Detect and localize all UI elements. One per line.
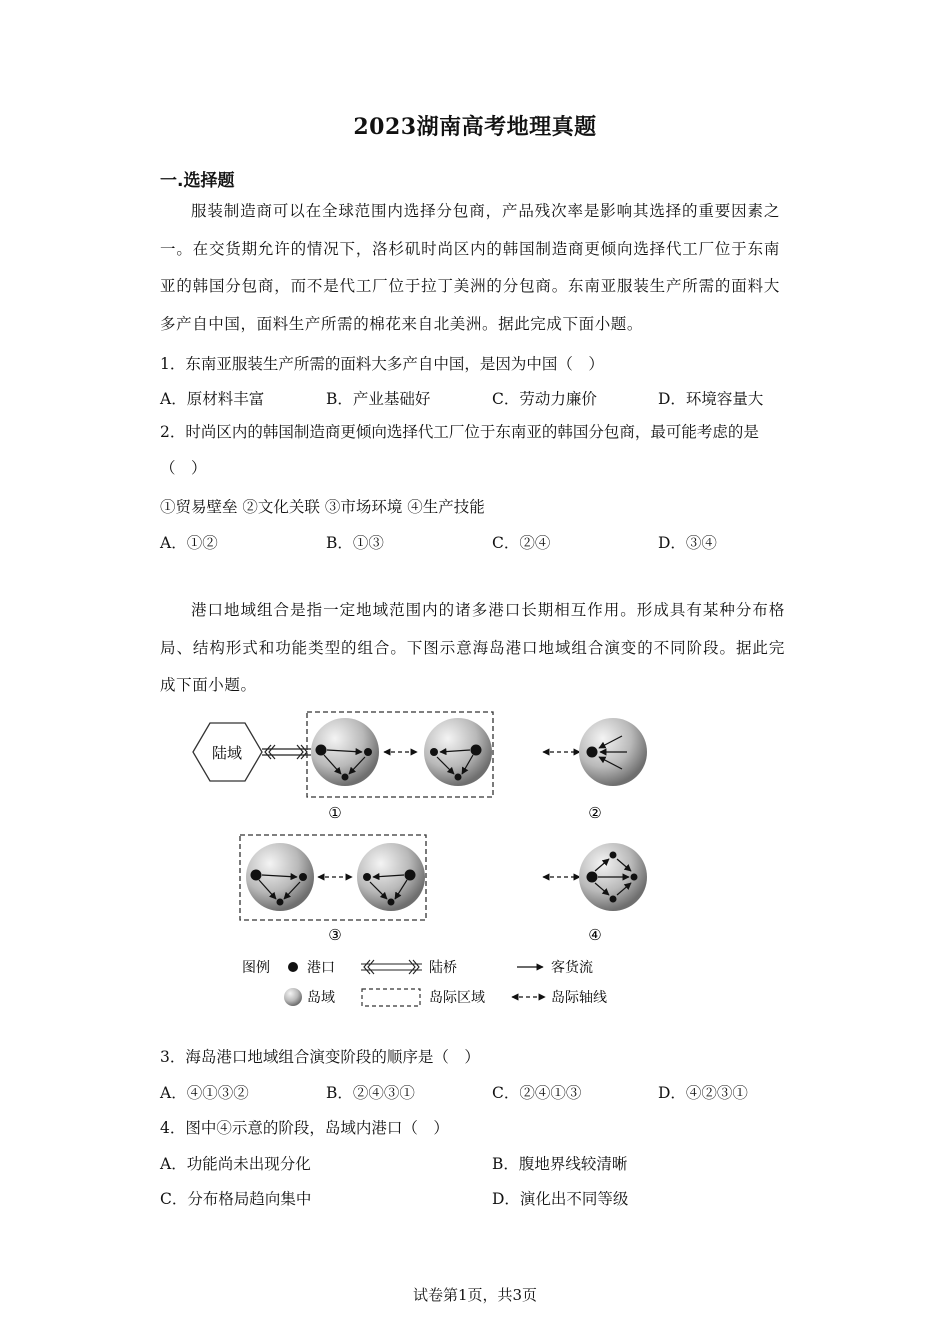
page-title: 2023湖南高考地理真题 [353,114,597,140]
question-4-stem: 4．图中④示意的阶段，岛域内港口（ ） [160,1119,449,1137]
q2-option-c: C．②④ [492,534,551,552]
q1-option-c: C．劳动力廉价 [492,390,597,408]
passage-2: 港口地域组合是指一定地域范围内的诸多港口长期相互作用。形成具有某种分布格局、结构形式和功能类型的组合。下图示意海岛港口地域组合演变的不同阶段。据此完成下面小题。 [160,601,785,694]
stage-3-island-a [246,843,314,911]
stage-2-island [579,718,647,786]
question-1-stem: 1．东南亚服装生产所需的面料大多产自中国，是因为中国（ ） [160,355,604,373]
q4-option-a: A．功能尚未出现分化 [160,1155,311,1173]
legend-bridge-symbol [361,960,422,974]
q3-option-a: A．④①③② [160,1084,249,1102]
legend-island-label: 岛域 [307,990,335,1006]
q3-option-c: C．②④①③ [492,1084,582,1102]
stage-1-island-a [311,718,379,786]
q4-option-d: D．演化出不同等级 [492,1190,629,1208]
land-bridge-icon [262,745,311,759]
q3-option-d: D．④②③① [658,1084,748,1102]
passage-1: 服装制造商可以在全球范围内选择分包商，产品残次率是影响其选择的重要因素之一。在交货期允许的情况下，洛杉矶时尚区内的韩国制造商更倾向选择代工厂位于东南亚的韩国分包商，而不是代工厂位于拉丁美洲的分包商。东南亚服装生产所需的面料大多产自中国，面料生产所需的棉花来自北美洲。据此完成下面小题。 [160,202,780,333]
question-2-stem: 2．时尚区内的韩国制造商更倾向选择代工厂位于东南亚的韩国分包商，最可能考虑的是（ ） [160,423,759,477]
land-label: 陆域 [211,744,243,762]
stage-4-island [579,843,647,911]
legend-bridge-label: 陆桥 [429,960,457,976]
legend-port-symbol [288,962,298,972]
q3-option-b: B．②④③① [326,1084,415,1102]
stage-3-label: ③ [328,926,342,944]
legend-axis-label: 岛际轴线 [551,990,607,1006]
stage-4-label: ④ [588,926,602,944]
stage-1-island-b [424,718,492,786]
legend-island-symbol [284,988,302,1006]
q1-option-d: D．环境容量大 [658,390,764,408]
q4-option-b: B．腹地界线较清晰 [492,1155,628,1173]
question-2-items: ①贸易壁垒 ②文化关联 ③市场环境 ④生产技能 [160,498,485,516]
legend-port-label: 港口 [307,960,335,976]
stage-1-label: ① [328,804,342,822]
q2-option-a: A．①② [160,534,218,552]
port-evolution-figure [175,705,655,1015]
q1-option-a: A．原材料丰富 [160,390,265,408]
page-footer: 试卷第1页，共3页 [412,1286,538,1304]
legend-title: 图例 [242,960,270,976]
question-3-stem: 3．海岛港口地域组合演变阶段的顺序是（ ） [160,1048,480,1066]
stage-3-island-b [357,843,425,911]
legend-flow-label: 客货流 [551,960,593,976]
q4-option-c: C．分布格局趋向集中 [160,1190,312,1208]
legend-region-symbol [362,989,420,1006]
stage-2-label: ② [588,804,602,822]
q2-option-d: D．③④ [658,534,717,552]
legend-region-label: 岛际区域 [429,990,485,1006]
legend [242,959,607,1006]
section-heading: 一.选择题 [160,171,235,191]
q2-option-b: B．①③ [326,534,384,552]
q1-option-b: B．产业基础好 [326,390,431,408]
land-hexagon [193,723,262,781]
